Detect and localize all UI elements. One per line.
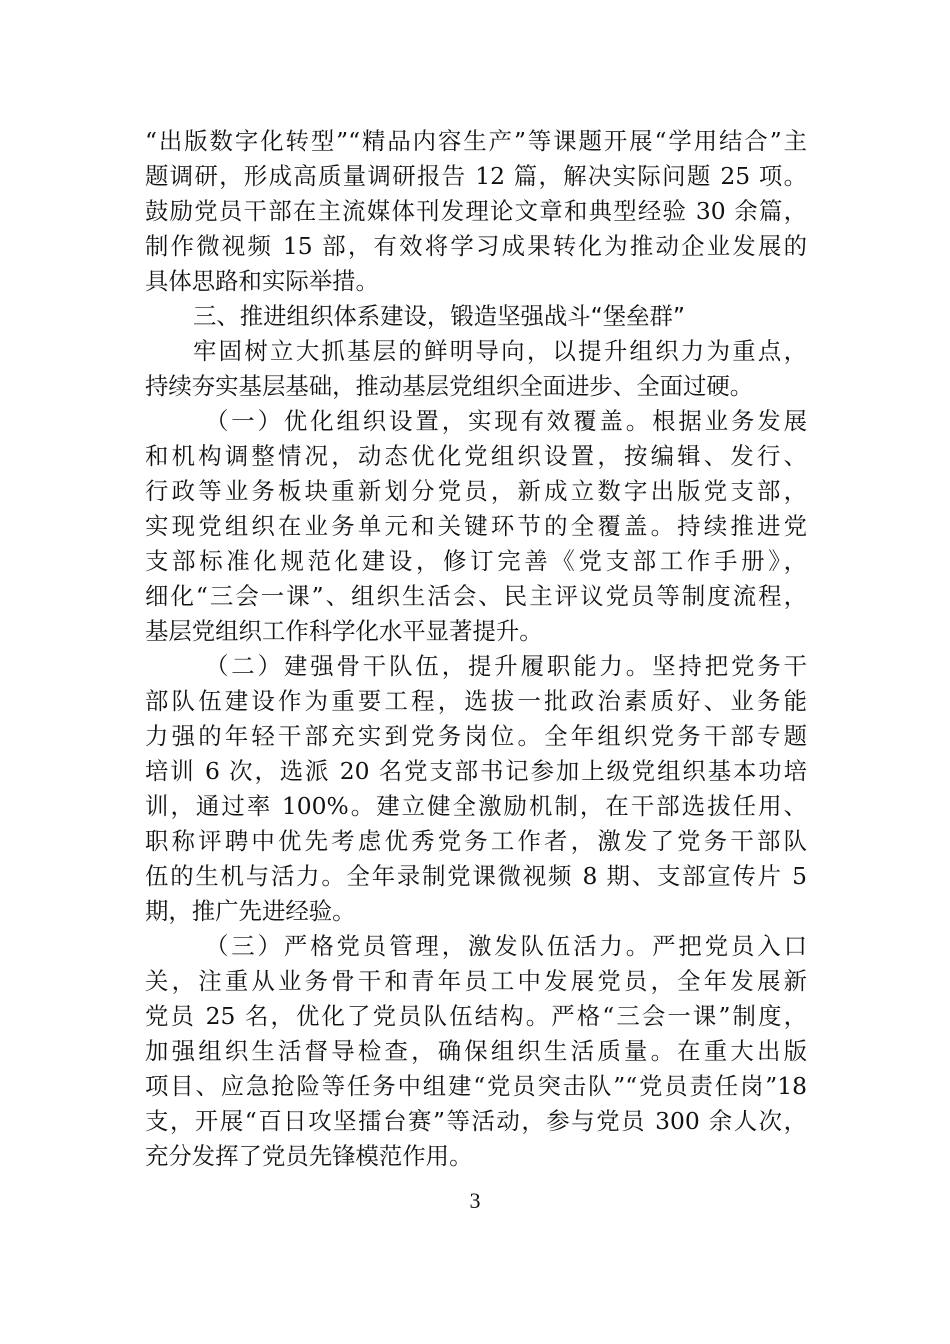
text-line: 部队伍建设作为重要工程，选拔一批政治素质好、业务能: [145, 687, 807, 715]
text-line: 牢固树立大抓基层的鲜明导向，以提升组织力为重点，: [193, 337, 807, 365]
paragraph-continuation: [145, 124, 807, 299]
text-line: 制作微视频 15 部，有效将学习成果转化为推动企业发展的: [145, 232, 807, 260]
text-line: （一）优化组织设置，实现有效覆盖。根据业务发展: [205, 407, 807, 435]
text-line: 基层党组织工作科学化水平显著提升。: [145, 617, 543, 645]
text-line: 伍的生机与活力。全年录制党课微视频 8 期、支部宣传片 5: [145, 862, 807, 890]
text-line: （三）严格党员管理，激发队伍活力。严把党员入口: [205, 932, 807, 960]
text-line: 训，通过率 100%。建立健全激励机制，在干部选拔任用、: [145, 792, 807, 820]
text-line: 支，开展“百日攻坚擂台赛”等活动，参与党员 300 余人次，: [145, 1107, 807, 1135]
text-line: 期，推广先进经验。: [145, 897, 356, 925]
text-line: 职称评聘中优先考虑优秀党务工作者，激发了党务干部队: [145, 827, 807, 855]
section-heading: [145, 299, 807, 334]
text-line: 关，注重从业务骨干和青年员工中发展党员，全年发展新: [145, 967, 807, 995]
paragraph-subsection-3: [145, 929, 807, 1174]
text-line: 实现党组织在业务单元和关键环节的全覆盖。持续推进党: [145, 512, 807, 540]
text-line: 和机构调整情况，动态优化党组织设置，按编辑、发行、: [145, 442, 807, 470]
text-line: 持续夯实基层基础，推动基层党组织全面进步、全面过硬。: [145, 372, 754, 400]
text-line: 项目、应急抢险等任务中组建“党员突击队”“党员责任岗”18: [145, 1072, 807, 1100]
page-number: 3: [469, 1188, 481, 1213]
document-page: [145, 124, 807, 1174]
text-line: 力强的年轻干部充实到党务岗位。全年组织党务干部专题: [145, 722, 807, 750]
text-line: 加强组织生活督导检查，确保组织生活质量。在重大出版: [145, 1037, 807, 1065]
heading-text: 三、推进组织体系建设，锻造坚强战斗“堡垒群”: [193, 302, 686, 330]
paragraph-intro: [145, 334, 807, 404]
paragraph-subsection-1: [145, 404, 807, 649]
text-line: 细化“三会一课”、组织生活会、民主评议党员等制度流程，: [145, 582, 807, 610]
text-line: 行政等业务板块重新划分党员，新成立数字出版党支部，: [145, 477, 807, 505]
text-line: 培训 6 次，选派 20 名党支部书记参加上级党组织基本功培: [145, 757, 807, 785]
text-line: 充分发挥了党员先锋模范作用。: [145, 1142, 473, 1170]
text-line: 鼓励党员干部在主流媒体刊发理论文章和典型经验 30 余篇，: [145, 197, 807, 225]
text-line: （二）建强骨干队伍，提升履职能力。坚持把党务干: [205, 652, 807, 680]
text-line: “出版数字化转型”“精品内容生产”等课题开展“学用结合”主: [145, 127, 807, 155]
text-line: 支部标准化规范化建设，修订完善《党支部工作手册》，: [145, 547, 807, 575]
text-line: 题调研，形成高质量调研报告 12 篇，解决实际问题 25 项。: [145, 162, 807, 190]
text-line: 党员 25 名，优化了党员队伍结构。严格“三会一课”制度，: [145, 1002, 807, 1030]
text-line: 具体思路和实际举措。: [145, 267, 379, 295]
paragraph-subsection-2: [145, 649, 807, 929]
